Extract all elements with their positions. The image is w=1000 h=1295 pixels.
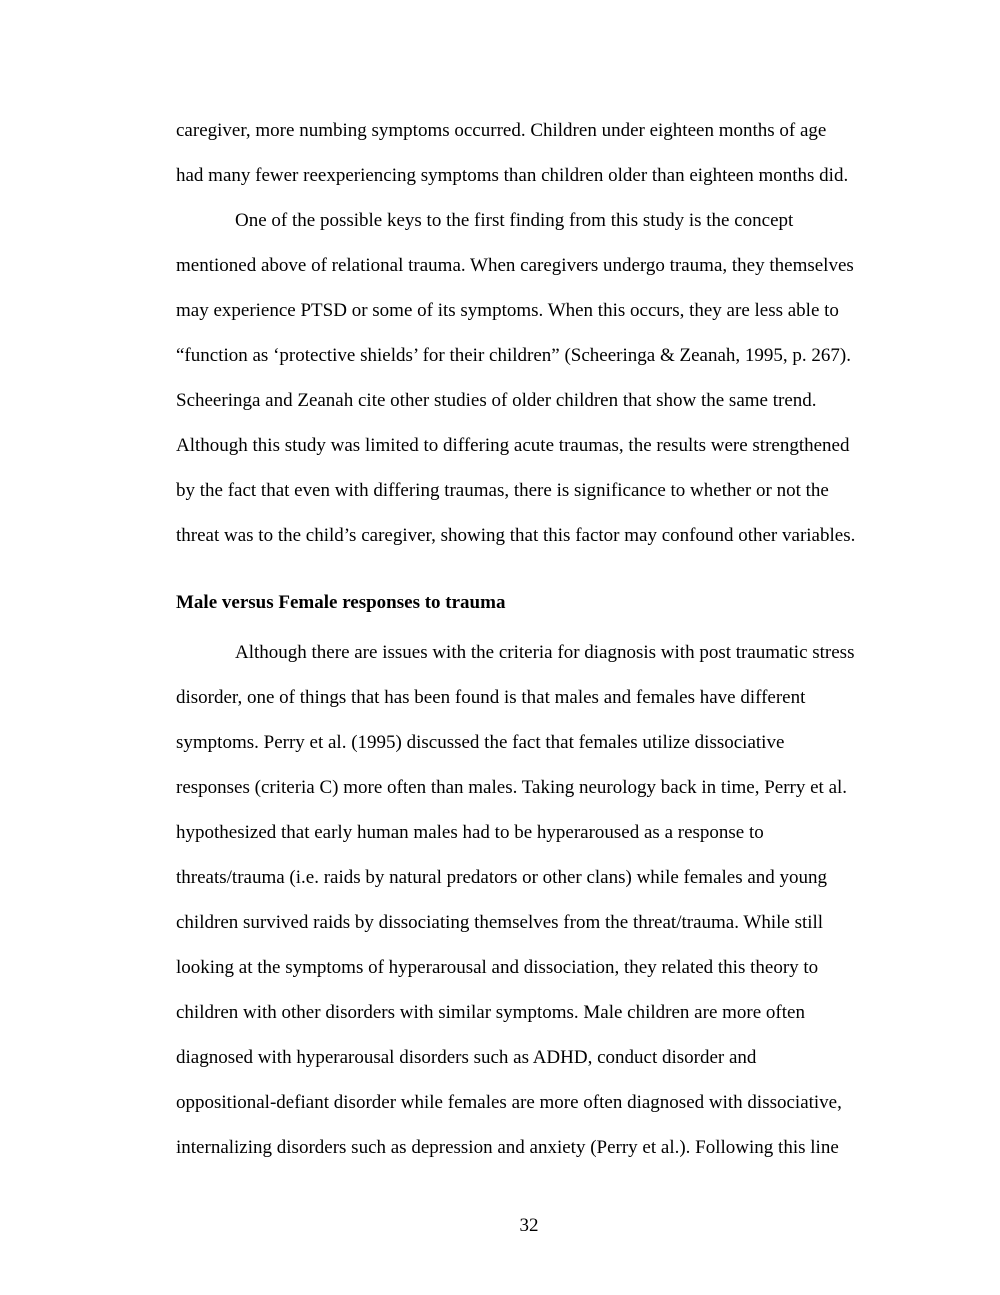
- text-line: looking at the symptoms of hyperarousal and dissociation, they related this theory to: [176, 957, 819, 978]
- text-line: hypothesized that early human males had to be hyperaroused as a response to: [176, 822, 764, 843]
- page-number: 32: [519, 1215, 539, 1236]
- text-line: Although there are issues with the criteria for diagnosis with post traumatic stress: [235, 642, 855, 663]
- text-line: caregiver, more numbing symptoms occurred. Children under eighteen months of age: [176, 120, 827, 141]
- text-line: disorder, one of things that has been found is that males and females have different: [176, 687, 806, 708]
- section-heading: Male versus Female responses to trauma: [176, 592, 506, 613]
- text-line: children with other disorders with similar symptoms. Male children are more often: [176, 1002, 805, 1023]
- text-line: One of the possible keys to the first finding from this study is the concept: [235, 210, 794, 231]
- text-line: responses (criteria C) more often than males. Taking neurology back in time, Perry et al.: [176, 777, 848, 798]
- text-line: diagnosed with hyperarousal disorders such as ADHD, conduct disorder and: [176, 1047, 757, 1068]
- text-line: children survived raids by dissociating themselves from the threat/trauma. While still: [176, 912, 824, 933]
- text-line: Scheeringa and Zeanah cite other studies of older children that show the same trend.: [176, 390, 817, 411]
- text-line: Although this study was limited to differing acute traumas, the results were strengthened: [176, 435, 850, 456]
- text-line: symptoms. Perry et al. (1995) discussed the fact that females utilize dissociative: [176, 732, 785, 753]
- text-line: mentioned above of relational trauma. When caregivers undergo trauma, they themselves: [176, 255, 854, 276]
- text-line: oppositional-defiant disorder while females are more often diagnosed with dissociative,: [176, 1092, 842, 1113]
- text-line: may experience PTSD or some of its symptoms. When this occurs, they are less able to: [176, 300, 839, 321]
- text-line: by the fact that even with differing traumas, there is significance to whether or not the: [176, 480, 829, 501]
- text-line: internalizing disorders such as depression and anxiety (Perry et al.). Following this line: [176, 1137, 839, 1158]
- text-line: “function as ‘protective shields’ for their children” (Scheeringa & Zeanah, 1995, p. 267).: [176, 345, 851, 366]
- text-line: threat was to the child’s caregiver, showing that this factor may confound other variables.: [176, 525, 856, 546]
- text-line: threats/trauma (i.e. raids by natural predators or other clans) while females and young: [176, 867, 828, 888]
- text-line: had many fewer reexperiencing symptoms than children older than eighteen months did.: [176, 165, 849, 186]
